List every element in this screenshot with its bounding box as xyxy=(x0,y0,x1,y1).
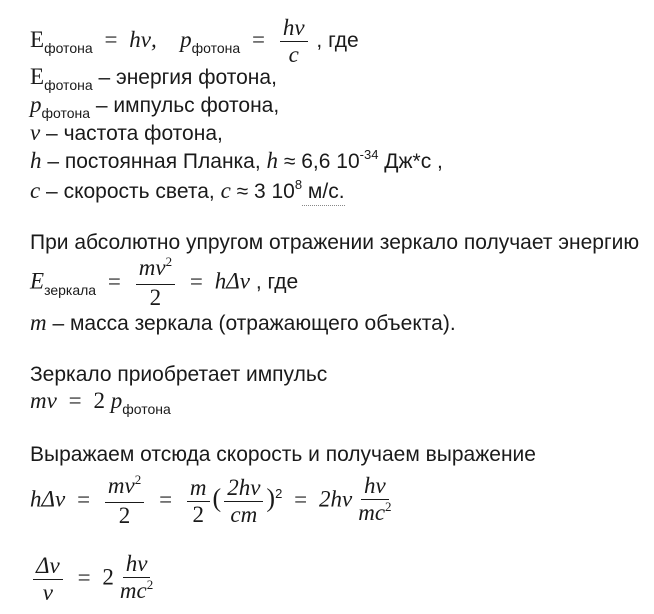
equals-sign: = xyxy=(107,268,121,294)
paragraph-momentum: Зеркало приобретает импульс xyxy=(30,363,328,386)
def-frequency: ν – частота фотона, xyxy=(30,120,223,145)
formula-mirror-energy: $E_{зеркала}$ = $\frac{mv^2}{2}$ = hΔν , где xyxy=(30,254,299,310)
fraction-mv2-2: $\frac{mv^2}{2}$ xyxy=(136,256,175,310)
def-light-speed: c – скорость света, c ≈ 3 $10^8$ м/с. xyxy=(30,177,345,203)
fraction-mv2-2: $\frac{mv^2}{2}$ xyxy=(105,474,144,528)
equals-sign: = xyxy=(252,27,265,53)
equals-sign: = xyxy=(104,27,118,53)
fraction-m-2: $\frac{m}{2}$ xyxy=(187,476,210,527)
comma: , xyxy=(151,27,157,53)
def-energy: $E_{фотона}$ – энергия фотона, xyxy=(30,64,277,93)
equals-sign: = xyxy=(294,486,308,512)
formula-momentum: mv = 2 $p_{фотона}$ xyxy=(30,388,171,417)
paragraph-energy: При абсолютно упругом отражении зеркало получает энергию xyxy=(30,231,640,254)
def-planck: h – постоянная Планка, h ≈ 6,6 $10^{-34}$ Дж*с , xyxy=(30,147,443,173)
equals-sign: = xyxy=(68,388,82,413)
equals-sign: = xyxy=(77,564,91,590)
equals-sign: = xyxy=(189,268,203,294)
def-momentum: $p_{фотона}$ – импульс фотона, xyxy=(30,92,280,121)
h-nu: hν xyxy=(129,27,152,53)
text-gde: , где xyxy=(316,29,359,53)
fraction-hnu-c: $\frac{h\nu}{c}$ xyxy=(280,16,308,67)
equals-sign: = xyxy=(159,486,173,512)
fraction-2hnu-cm: $\frac{2h\nu}{cm}$ xyxy=(224,476,263,527)
equals-sign: = xyxy=(77,486,91,512)
p-symbol: p xyxy=(180,27,192,53)
formula-derivation: hΔν = $\frac{mv^2}{2}$ = $\frac{m}{2}$ ( $\frac{2h\nu}{cm}$ )$^2$ = 2hν $\frac{h\nu}{mc^2}$ xyxy=(30,474,398,528)
fraction-hnu-mc2: $\frac{h\nu}{mc^2}$ xyxy=(119,551,154,603)
fraction-hnu-mc2: $\frac{h\nu}{mc^2}$ xyxy=(358,473,392,525)
def-mass: m – масса зеркала (отражающего объекта). xyxy=(30,310,456,335)
paragraph-expression: Выражаем отсюда скорость и получаем выражение xyxy=(30,443,536,466)
subscript-photon: фотона xyxy=(191,40,241,57)
E-symbol: E xyxy=(30,27,45,53)
formula-final: $\frac{\Delta\nu}{\nu}$ = 2 $\frac{h\nu}{mc^2}$ xyxy=(30,552,159,606)
fraction-dnu-nu: $\frac{\Delta\nu}{\nu}$ xyxy=(33,554,63,605)
formula-photon xyxy=(30,16,359,67)
subscript-photon: фотона xyxy=(44,40,93,57)
